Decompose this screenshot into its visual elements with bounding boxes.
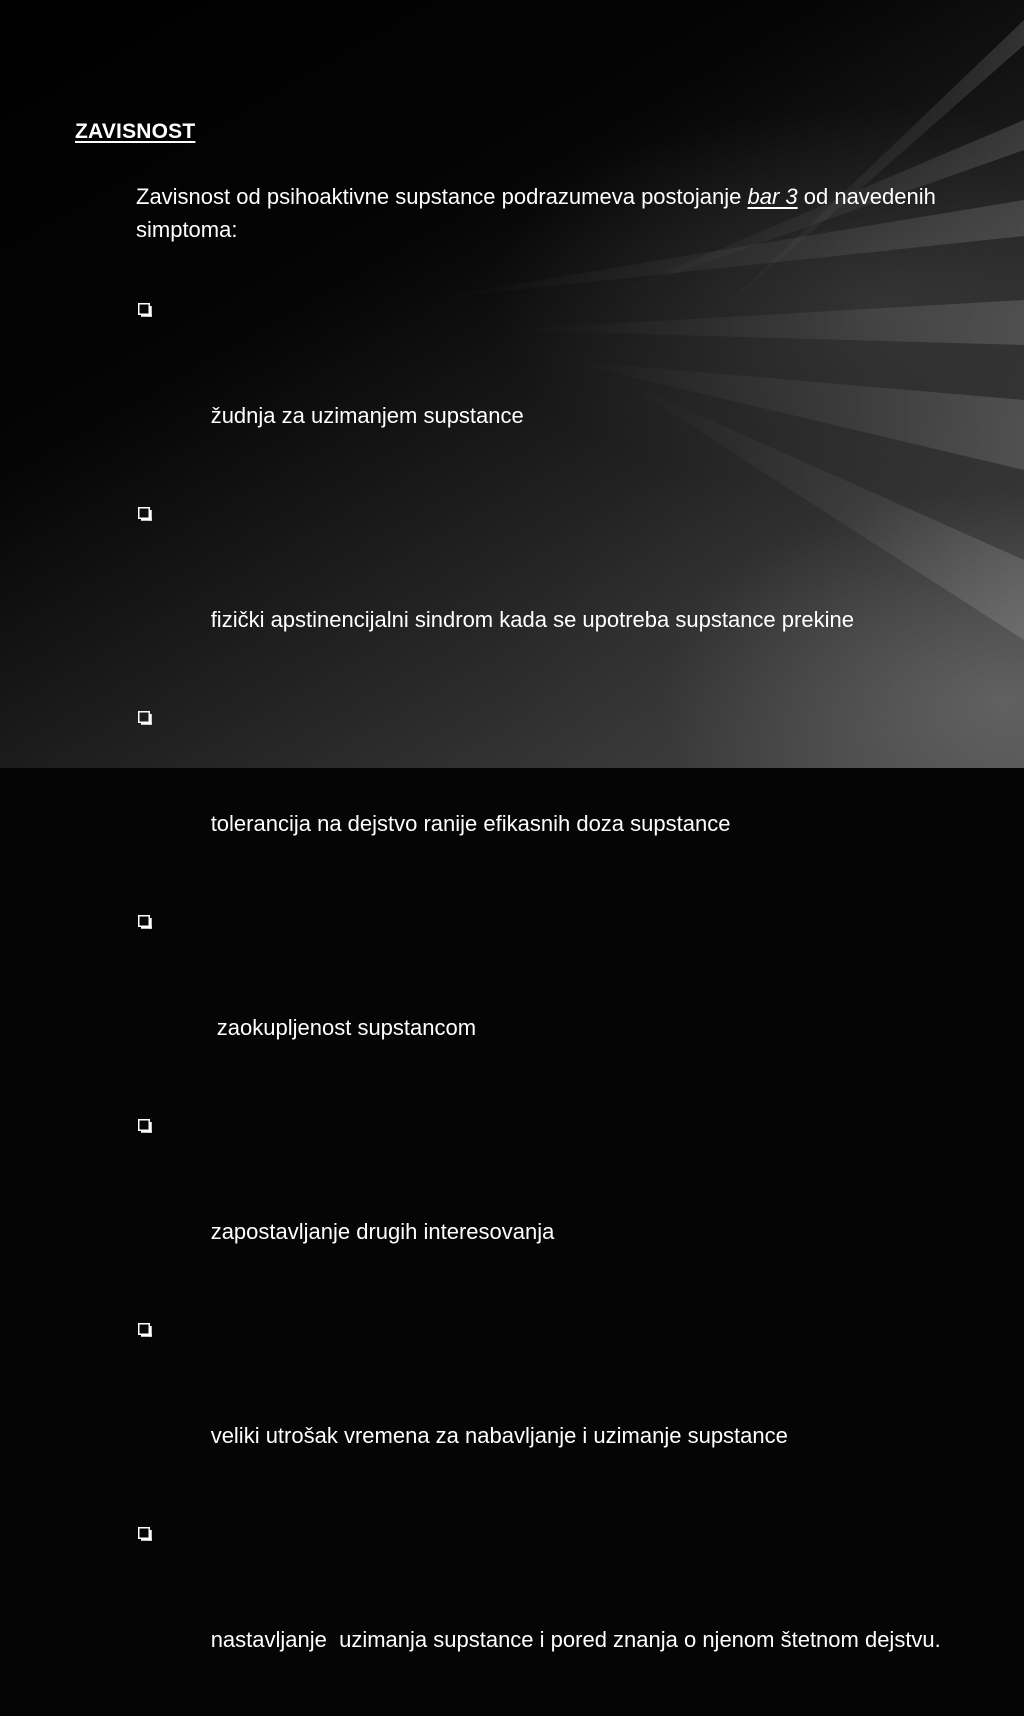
list-item-text: tolerancija na dejstvo ranije efikasnih doza supstance (210, 811, 731, 836)
list-item-text: žudnja za uzimanjem supstance (210, 403, 524, 428)
slide-title: ZAVISNOST (75, 120, 196, 143)
square-checkbox-icon (138, 1119, 152, 1133)
square-checkbox-icon (138, 915, 152, 929)
square-checkbox-icon (138, 303, 152, 317)
intro-text-after: od navedenih simptoma: (136, 184, 936, 242)
list-item-text: fizički apstinencijalni sindrom kada se upotreba supstance prekine (210, 607, 854, 632)
square-checkbox-icon (138, 1527, 152, 1541)
list-item (136, 1104, 996, 1308)
intro-text-before: Zavisnost od psihoaktivne supstance podrazumeva postojanje (136, 184, 748, 209)
square-checkbox-icon (138, 507, 152, 521)
list-item (136, 492, 996, 696)
list-item (136, 1512, 996, 1716)
intro-paragraph (136, 180, 956, 246)
list-item-text: veliki utrošak vremena za nabavljanje i uzimanje supstance (210, 1423, 788, 1448)
list-item-text: nastavljanje uzimanja supstance i pored znanja o njenom štetnom dejstvu. (210, 1627, 941, 1652)
list-item (136, 696, 996, 900)
symptom-list (136, 288, 996, 1716)
square-checkbox-icon (138, 711, 152, 725)
intro-emphasis: bar 3 (747, 184, 798, 209)
list-item-text: zaokupljenost supstancom (210, 1015, 477, 1040)
list-item-text: zapostavljanje drugih interesovanja (210, 1219, 555, 1244)
square-checkbox-icon (138, 1323, 152, 1337)
list-item (136, 900, 996, 1104)
list-item (136, 288, 996, 492)
list-item (136, 1308, 996, 1512)
